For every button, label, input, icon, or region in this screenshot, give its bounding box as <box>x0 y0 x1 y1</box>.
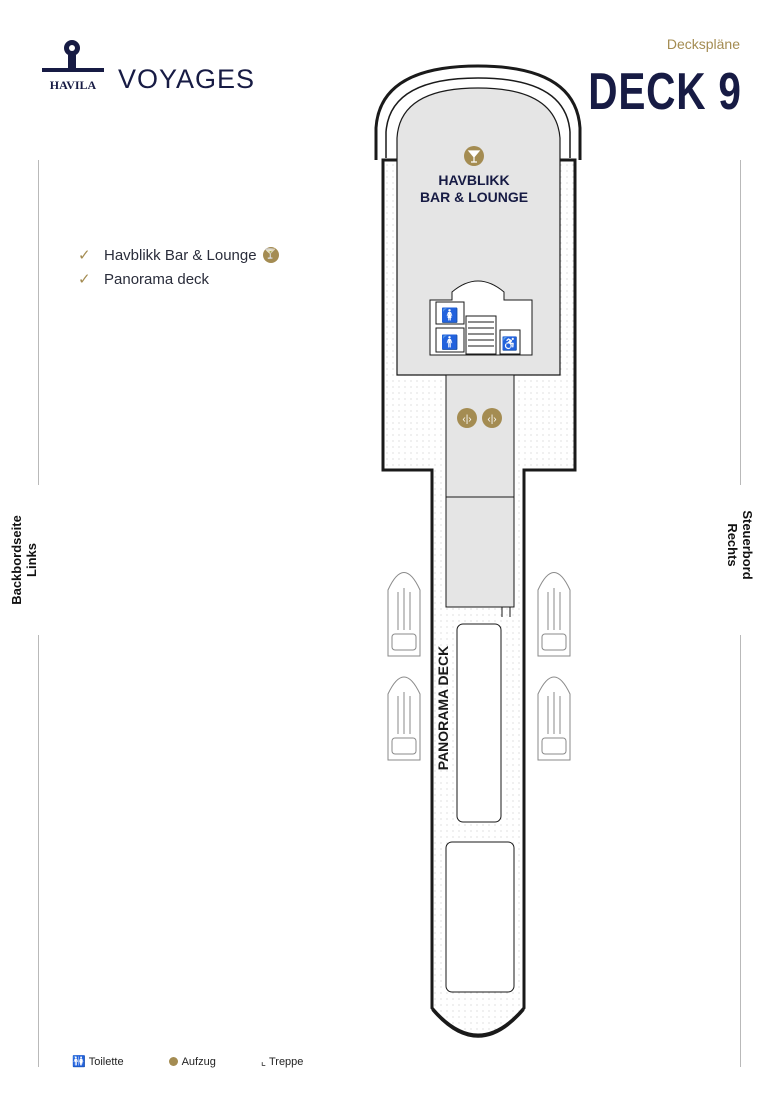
port-side-label-2: Links <box>24 543 39 577</box>
svg-text:‹|›: ‹|› <box>487 414 497 425</box>
brand-tagline: VOYAGES <box>118 64 256 94</box>
amenity-label: Panorama deck <box>104 270 210 288</box>
starboard-side-label-1: Steuerbord <box>740 510 755 580</box>
legend-stairs <box>261 1055 304 1068</box>
wheelchair-icon: ♿ <box>501 336 519 351</box>
legend-stairs-label: Treppe <box>268 1055 304 1068</box>
starboard-side-label-2: Rechts <box>725 523 740 567</box>
legend-lift-label: Aufzug <box>181 1055 216 1068</box>
legend-toilet <box>72 1055 124 1068</box>
lounge-label-line1: HAVBLIKK <box>438 172 510 188</box>
svg-text:‹|›: ‹|› <box>462 414 472 425</box>
corridor-room <box>446 375 514 497</box>
female-toilet-icon: 🚺 <box>441 307 459 323</box>
aft-room <box>446 497 514 607</box>
elevator-icon <box>457 408 477 428</box>
brand-name: HAVILA <box>49 78 97 92</box>
deck-structure <box>457 624 501 822</box>
lounge-label-line2: BAR & LOUNGE <box>419 189 529 205</box>
elevator-icon <box>169 1057 178 1066</box>
cocktail-glass-icon: 🍸 <box>263 247 279 263</box>
deck-title: DECK 9 <box>588 63 742 121</box>
amenity-label: Havblikk Bar & Lounge <box>104 246 257 264</box>
lifeboat-icon <box>388 677 420 760</box>
elevator-icon <box>482 408 502 428</box>
check-icon: ✓ <box>78 271 91 288</box>
lifeboat-icon <box>388 573 420 657</box>
port-side-label-1: Backbordseite <box>9 515 24 605</box>
lifeboat-icon <box>538 573 570 657</box>
check-icon: ✓ <box>78 247 91 264</box>
deck-structure-aft <box>446 842 514 992</box>
legend-lift <box>169 1056 216 1068</box>
page-subtitle: Deckspläne <box>666 36 740 52</box>
panorama-deck-label: PANORAMA DECK <box>435 645 451 771</box>
toilet-icon: 🚻 <box>72 1056 86 1068</box>
legend <box>72 1055 303 1068</box>
male-toilet-icon: 🚹 <box>441 334 459 350</box>
legend-toilet-label: Toilette <box>88 1055 124 1068</box>
stairs-icon: ⌞ <box>260 1056 266 1068</box>
lifeboat-icon <box>538 677 570 760</box>
